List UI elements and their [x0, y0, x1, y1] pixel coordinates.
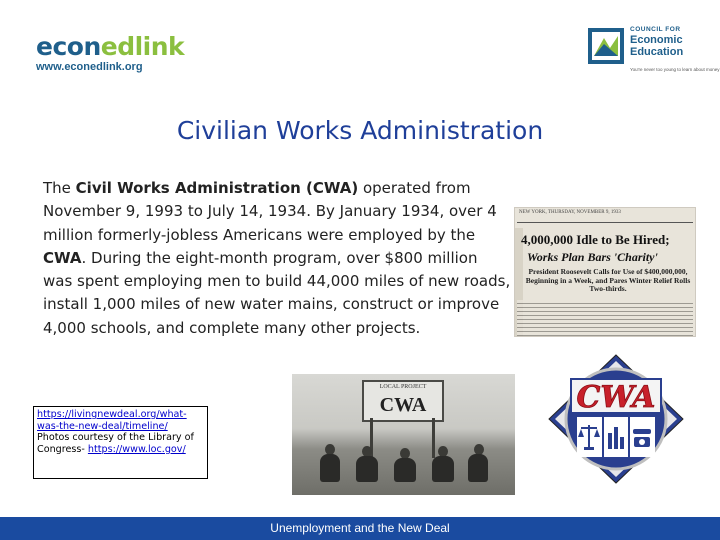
cee-tagline: You're never too young to learn about money — [630, 67, 720, 72]
newspaper-subhead: President Roosevelt Calls for Use of $400,000,000, Beginning in a Week, and Pares Winter Relief Rolls Two-thirds. — [525, 267, 691, 293]
body-text-3: . During the eight-month program, over $800 million was spent employing men to build 44,000 miles of new roads, install 1,000 miles of new water mains, construct or improve 4,000 schools, and complete many other projects. — [43, 248, 511, 337]
body-text-2: operated from November 9, 1993 to July 14, 1934. By January 1934, over 4 million formerly-jobless Americans were employed by the — [43, 179, 497, 244]
photo-sign-main-text: CWA — [379, 394, 427, 416]
photo-worker — [394, 458, 416, 482]
photo-worker — [468, 454, 488, 482]
telephone-icon — [633, 429, 651, 447]
cee-line3: Education — [630, 46, 684, 58]
emblem-label: CWA — [576, 380, 656, 415]
econedlink-logo — [36, 32, 185, 74]
livingnewdeal-link[interactable]: https://livingnewdeal.org/what-was-the-new-deal/timeline/ — [37, 409, 187, 432]
cwa-emblem-image — [547, 353, 685, 485]
body-bold-2: CWA — [43, 248, 82, 267]
newspaper-headline-2: Works Plan Bars 'Charity' — [527, 250, 658, 264]
council-for-economic-education-logo — [588, 26, 720, 78]
newspaper-masthead: NEW YORK, THURSDAY, NOVEMBER 9, 1933 — [519, 210, 621, 215]
newspaper-rule — [517, 222, 693, 223]
cee-line1: COUNCIL FOR — [630, 26, 681, 33]
econedlink-wordmark — [36, 32, 185, 61]
wordmark-part1: econ — [36, 32, 101, 61]
photo-sign-pole — [432, 418, 435, 458]
body-text-1: The — [43, 179, 76, 197]
footer-title: Unemployment and the New Deal — [270, 521, 450, 535]
cee-line2: Economic — [630, 34, 683, 46]
photo-worker — [356, 456, 378, 482]
cwa-workers-photo — [292, 374, 515, 495]
slide-title: Civilian Works Administration — [176, 116, 544, 145]
source-caption — [33, 406, 208, 479]
photo-sign-top-text: LOCAL PROJECT — [379, 384, 427, 390]
newspaper-headline-1: 4,000,000 Idle to Be Hired; — [521, 232, 670, 247]
photo-worker — [320, 454, 340, 482]
photo-project-sign — [362, 380, 444, 422]
newspaper-clipping-image — [514, 207, 696, 337]
cee-mark-icon — [588, 28, 624, 64]
newspaper-columns — [517, 300, 693, 337]
slide-body — [43, 177, 511, 340]
caption-credit-text: Photos courtesy of the Library of Congress- — [37, 432, 194, 455]
loc-link[interactable]: https://www.loc.gov/ — [87, 443, 186, 455]
photo-worker — [432, 456, 454, 482]
body-bold-1: Civil Works Administration (CWA) — [75, 179, 359, 197]
cee-wordmark — [630, 26, 683, 58]
footer-bar — [0, 517, 720, 540]
wordmark-part2: edlink — [100, 32, 185, 61]
econedlink-url: www.econedlink.org — [36, 61, 143, 73]
